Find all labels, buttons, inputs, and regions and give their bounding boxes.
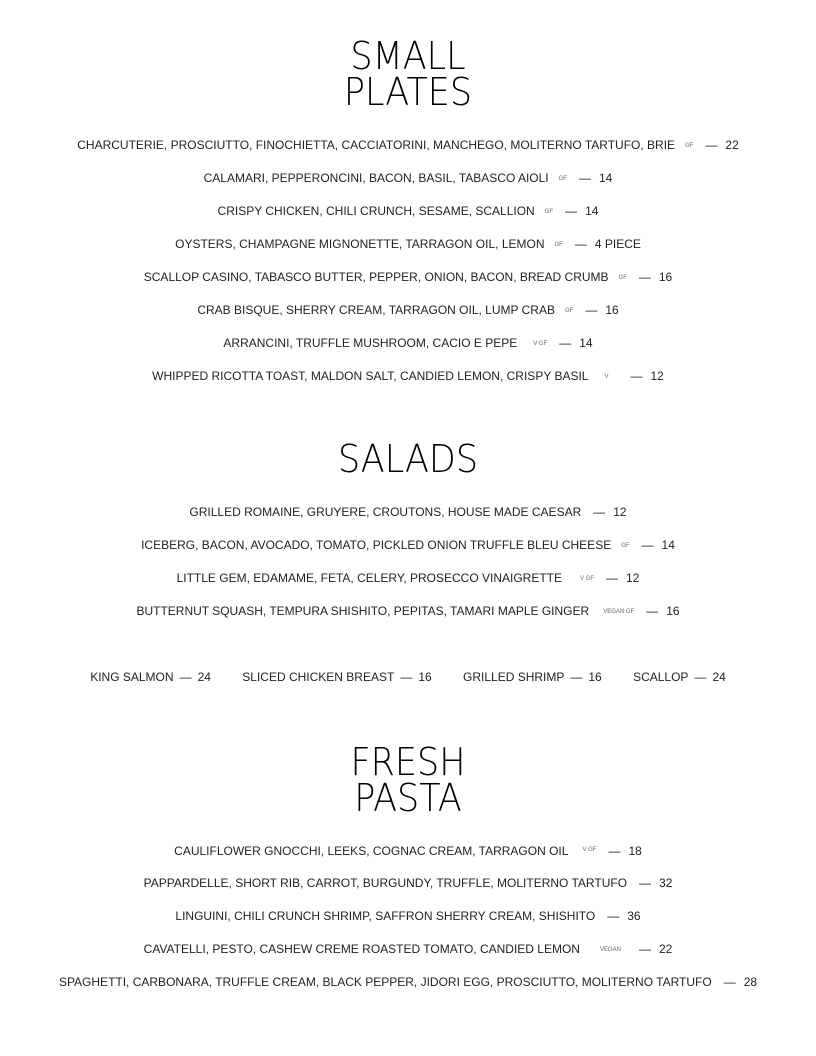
item-name: ARRANCINI, TRUFFLE MUSHROOM, CACIO E PEPE xyxy=(223,336,518,350)
menu-item xyxy=(0,942,816,957)
item-name: CAVATELLI, PESTO, CASHEW CREME ROASTED TOMATO, CANDIED LEMON xyxy=(143,942,580,956)
item-price: 12 xyxy=(650,369,664,383)
menu-item xyxy=(0,138,816,153)
dietary-tag: GF xyxy=(558,175,567,182)
dietary-tag: V GF xyxy=(533,340,548,347)
separator: — xyxy=(559,336,572,350)
item-name: CHARCUTERIE, PROSCIUTTO, FINOCHIETTA, CACCIATORINI, MANCHEGO, MOLITERNO TARTUFO, BRIE xyxy=(77,138,676,152)
separator: — xyxy=(646,604,659,618)
item-price: 18 xyxy=(628,844,642,858)
separator: — xyxy=(723,975,736,989)
menu-item xyxy=(0,204,816,219)
add-on-item xyxy=(463,670,602,684)
item-price: 32 xyxy=(659,876,673,890)
item-price: 12 xyxy=(626,571,640,585)
separator: — xyxy=(641,538,654,552)
menu-item xyxy=(0,571,816,586)
separator: — xyxy=(606,571,619,585)
dietary-tag: GF xyxy=(554,241,563,248)
menu-item xyxy=(0,538,816,553)
heading-line: SMALL xyxy=(350,34,466,78)
item-name: CRISPY CHICKEN, CHILI CRUNCH, SESAME, SCALLION xyxy=(217,204,535,218)
item-name: SPAGHETTI, CARBONARA, TRUFFLE CREAM, BLACK PEPPER, JIDORI EGG, PROSCIUTTO, MOLITERNO TARTUFO xyxy=(58,975,712,989)
menu-item xyxy=(0,270,816,285)
add-on-item xyxy=(90,670,211,684)
heading-line: PASTA xyxy=(354,776,462,820)
item-name: BUTTERNUT SQUASH, TEMPURA SHISHITO, PEPITAS, TAMARI MAPLE GINGER xyxy=(136,604,590,618)
fresh-pasta-heading xyxy=(33,740,784,820)
dietary-tag: GF xyxy=(685,142,694,149)
menu-item xyxy=(0,237,816,252)
add-on-price: 24 xyxy=(197,670,211,684)
separator: — xyxy=(608,844,621,858)
item-name: PAPPARDELLE, SHORT RIB, CARROT, BURGUNDY, TRUFFLE, MOLITERNO TARTUFO xyxy=(143,876,628,890)
menu-item xyxy=(0,171,816,186)
item-price: 36 xyxy=(627,909,641,923)
item-price: 14 xyxy=(598,171,613,185)
add-on-name: GRILLED SHRIMP xyxy=(463,670,565,684)
item-name: GRILLED ROMAINE, GRUYERE, CROUTONS, HOUSE MADE CAESAR xyxy=(189,505,582,519)
dietary-tag: GF xyxy=(621,542,630,549)
dietary-tag: V xyxy=(604,373,609,380)
add-on-item xyxy=(633,670,726,684)
separator: — xyxy=(630,369,643,383)
menu-item xyxy=(0,843,816,858)
small-plates-heading xyxy=(33,34,784,114)
separator: — xyxy=(705,138,718,152)
separator: — xyxy=(578,171,591,185)
add-on-name: SCALLOP xyxy=(633,670,689,684)
item-price: 14 xyxy=(585,204,599,218)
dietary-tag: V GF xyxy=(580,575,595,582)
item-name: CALAMARI, PEPPERONCINI, BACON, BASIL, TABASCO AIOLI xyxy=(203,171,549,185)
separator: — xyxy=(607,909,620,923)
dietary-tag: VEGAN xyxy=(599,946,621,953)
item-name: LITTLE GEM, EDAMAME, FETA, CELERY, PROSECCO VINAIGRETTE xyxy=(176,571,563,585)
menu-item xyxy=(0,975,816,989)
item-price: 14 xyxy=(661,538,675,552)
item-price: 14 xyxy=(579,336,593,350)
item-name: CAULIFLOWER GNOCCHI, LEEKS, COGNAC CREAM, TARRAGON OIL xyxy=(174,844,569,858)
item-name: CRAB BISQUE, SHERRY CREAM, TARRAGON OIL, LUMP CRAB xyxy=(197,303,555,317)
add-on-name: KING SALMON xyxy=(90,670,174,684)
protein-add-ons xyxy=(0,670,816,684)
item-name: OYSTERS, CHAMPAGNE MIGNONETTE, TARRAGON OIL, LEMON xyxy=(175,237,545,251)
add-on-price: 16 xyxy=(588,670,602,684)
menu-item xyxy=(0,303,816,318)
add-on-price: 24 xyxy=(712,670,726,684)
item-name: WHIPPED RICOTTA TOAST, MALDON SALT, CANDIED LEMON, CRISPY BASIL xyxy=(152,369,589,383)
heading-line: SALADS xyxy=(337,437,479,481)
separator: — xyxy=(570,670,583,684)
separator: — xyxy=(638,942,651,956)
dietary-tag: GF xyxy=(618,274,627,281)
separator: — xyxy=(585,303,598,317)
menu-item xyxy=(0,604,816,619)
dietary-tag: GF xyxy=(564,307,574,314)
menu-item xyxy=(0,369,816,384)
add-on-item xyxy=(242,670,431,684)
item-name: SCALLOP CASINO, TABASCO BUTTER, PEPPER, ONION, BACON, BREAD CRUMB xyxy=(143,270,609,284)
item-name: ICEBERG, BACON, AVOCADO, TOMATO, PICKLED ONION TRUFFLE BLEU CHEESE xyxy=(141,538,612,552)
heading-line: PLATES xyxy=(343,70,473,114)
item-price: 16 xyxy=(666,604,680,618)
separator: — xyxy=(179,670,192,684)
item-price: 12 xyxy=(613,505,627,519)
separator: — xyxy=(574,237,587,251)
item-price: 16 xyxy=(658,270,673,284)
separator: — xyxy=(639,876,652,890)
menu-item xyxy=(0,909,816,923)
menu-item xyxy=(0,505,816,519)
heading-line: FRESH xyxy=(350,740,466,784)
dietary-tag: V GF xyxy=(582,847,597,853)
item-name: LINGUINI, CHILI CRUNCH SHRIMP, SAFFRON SHERRY CREAM, SHISHITO xyxy=(175,909,596,923)
separator: — xyxy=(638,270,651,284)
menu-item xyxy=(0,336,816,351)
separator: — xyxy=(400,670,413,684)
separator: — xyxy=(694,670,707,684)
salads-heading xyxy=(33,437,784,481)
separator: — xyxy=(593,505,606,519)
separator: — xyxy=(565,204,578,218)
item-price: 22 xyxy=(658,942,673,956)
add-on-name: SLICED CHICKEN BREAST xyxy=(242,670,395,684)
menu-item xyxy=(0,876,816,890)
add-on-price: 16 xyxy=(418,670,432,684)
dietary-tag: GF xyxy=(544,208,554,215)
item-price: 22 xyxy=(725,138,739,152)
item-price: 28 xyxy=(743,975,758,989)
item-price: 4 PIECE xyxy=(594,237,641,251)
dietary-tag: VEGAN GF xyxy=(603,608,635,615)
item-price: 16 xyxy=(605,303,619,317)
